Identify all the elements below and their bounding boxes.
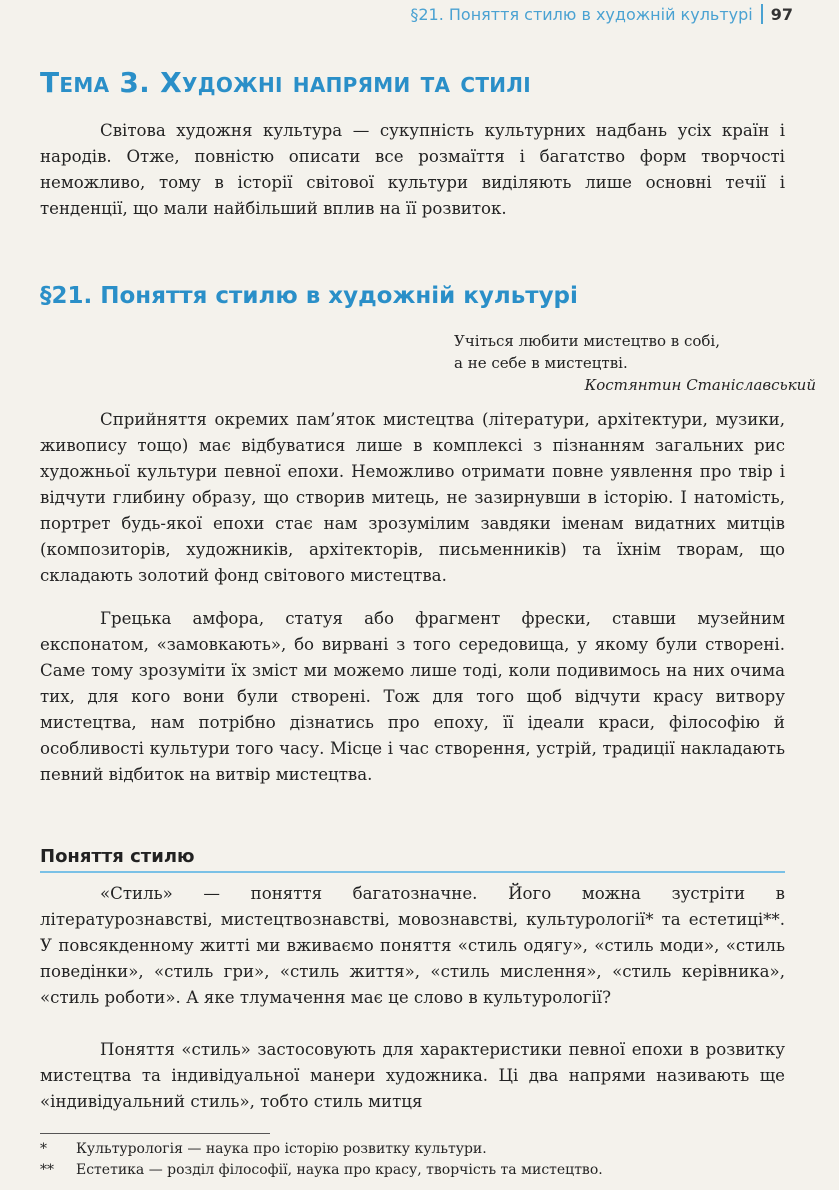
footnote: [40, 1139, 800, 1160]
footnote: [40, 1160, 800, 1181]
page-number: 97: [770, 4, 793, 24]
footnote-mark: *: [40, 1141, 47, 1157]
topic-title: Тема 3. Художні напрями та стилі: [40, 66, 531, 99]
epigraph-line: Учіться любити мистецтво в собі,: [454, 332, 721, 350]
footnote-divider: [40, 1133, 270, 1134]
footnote-mark: **: [40, 1162, 54, 1178]
epigraph-author: Костянтин Станіславський: [584, 376, 816, 394]
header-divider: [761, 4, 763, 24]
running-title: §21. Поняття стилю в художній культурі: [410, 4, 753, 24]
body-paragraph: «Стиль» — поняття багатозначне. Його можна зустріти в літературознавстві, мистецтвознавстві, мовознавстві, культурології* та естетиці**. У повсякденному житті ми вживаємо поняття «стиль одягу», «стиль моди», «стиль поведінки», «стиль гри», «стиль життя», «стиль мислення», «стиль керівника», «стиль роботи». А яке тлумачення має це слово в культурології?: [40, 884, 785, 1007]
body-paragraph: Грецька амфора, статуя або фрагмент фрески, ставши музейним експонатом, «замовкають», бо вирвані з того середовища, у якому були створені. Саме тому зрозуміти їх зміст ми можемо лише тоді, коли подивимось на них очима тих, для кого вони були створені. Тож для того щоб відчути красу витвору мистецтва, нам потрібно дізнатись про епоху, її ідеали краси, філософію й особливості культури того часу. Місце і час створення, устрій, традиції накладають певний відбиток на витвір мистецтва.: [40, 609, 785, 784]
running-header: [410, 4, 793, 24]
epigraph: [454, 330, 816, 396]
section-title: §21. Поняття стилю в художній культурі: [40, 283, 578, 309]
topic-intro-paragraph: Світова художня культура — сукупність культурних надбань усіх країн і народів. Отже, повністю описати все розмаїття і багатство форм творчості неможливо, тому в історії світової культури виділяють лише основні течії і тенденції, що мали найбільший вплив на її розвиток.: [40, 121, 785, 218]
subsection-title: Поняття стилю: [40, 846, 195, 867]
body-paragraph: Сприйняття окремих пам’яток мистецтва (літератури, архітектури, музики, живопису тощо) має відбуватися лише в комплексі з пізнанням загальних рис художньої культури певної епохи. Неможливо отримати повне уявлення про твір і відчути глибину образу, що створив митець, не зазирнувши в історію. І натомість, портрет будь-якої епохи стає нам зрозумілим завдяки іменам видатних митців (композиторів, художників, архітекторів, письменників) та їхнім творам, що складають золотий фонд світового мистецтва.: [40, 410, 785, 585]
body-paragraph: Поняття «стиль» застосовують для характеристики певної епохи в розвитку мистецтва та індивідуальної манери художника. Ці два напрями називають ще «індивідуальний стиль», тобто стиль митця: [40, 1040, 785, 1111]
footnote-text: Культурологія — наука про історію розвитку культури.: [76, 1141, 487, 1157]
footnotes: [40, 1139, 800, 1181]
epigraph-line: а не себе в мистецтві.: [454, 354, 628, 372]
subsection-divider: [40, 871, 785, 873]
footnote-text: Естетика — розділ філософії, наука про красу, творчість та мистецтво.: [76, 1162, 603, 1178]
